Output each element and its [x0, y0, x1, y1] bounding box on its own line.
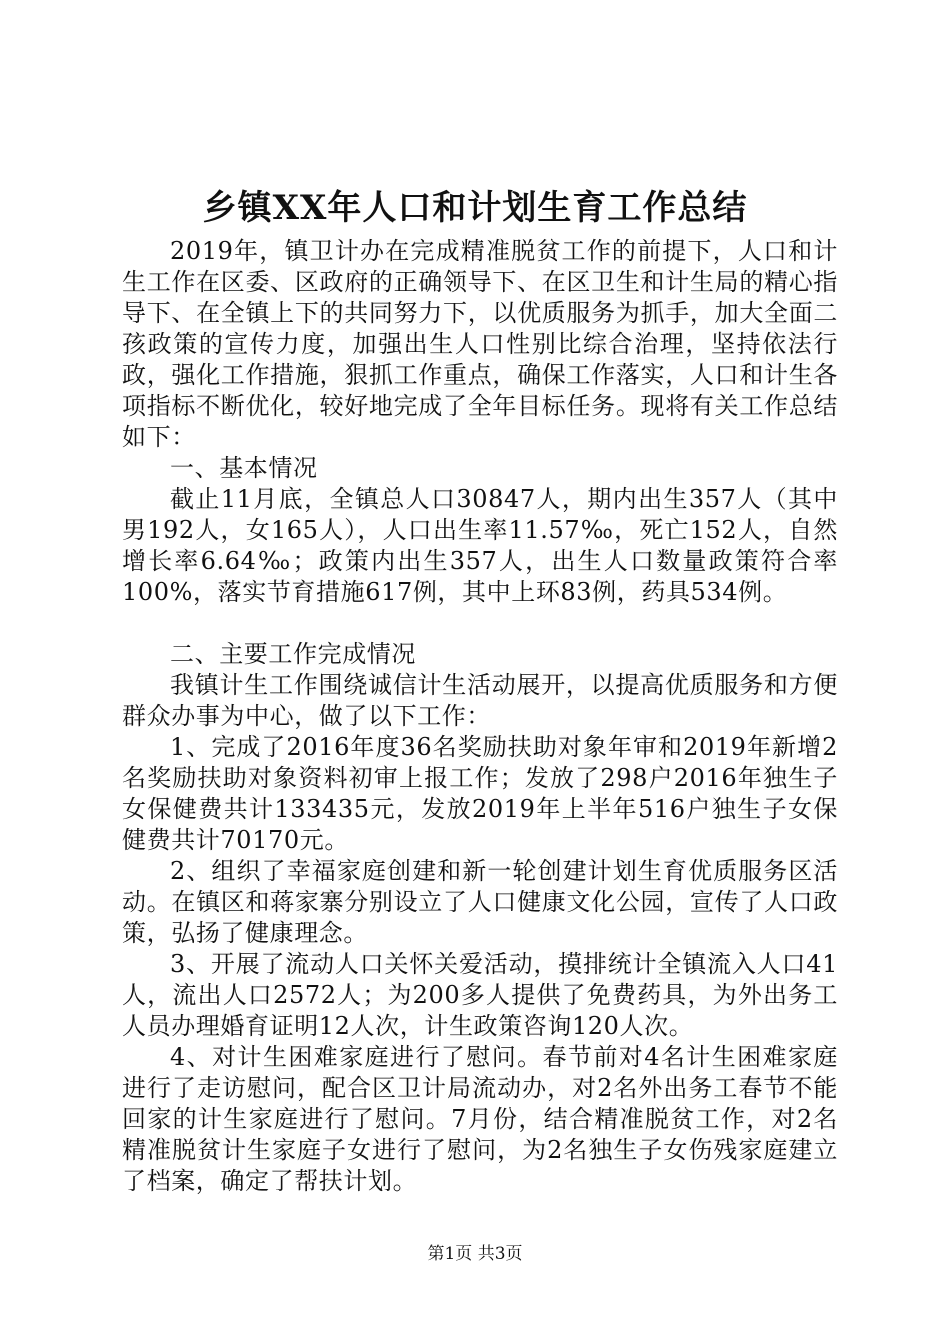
page-number-footer: 第1页 共3页 — [427, 1244, 523, 1264]
work-item-2-paragraph: 2、组织了幸福家庭创建和新一轮创建计划生育优质服务区活动。在镇区和蒋家寨分别设立了人口健康文化公园，宣传了人口政策，弘扬了健康理念。 — [122, 857, 838, 947]
main-work-intro-paragraph: 我镇计生工作围绕诚信计生活动展开，以提高优质服务和方便群众办事为中心，做了以下工作： — [122, 671, 838, 730]
work-item-1-paragraph: 1、完成了2016年度36名奖励扶助对象年审和2019年新增2名奖励扶助对象资料初审上报工作；发放了298户2016年独生子女保健费共计133435元，发放2019年上半年516户独生子女保健费共计70170元。 — [122, 733, 838, 854]
work-item-3-paragraph: 3、开展了流动人口关怀关爱活动，摸排统计全镇流入人口41人，流出人口2572人；为200多人提供了免费药具，为外出务工人员办理婚育证明12人次，计生政策咨询120人次。 — [122, 950, 838, 1040]
section-heading-main-work: 二、主要工作完成情况 — [170, 640, 416, 668]
document-body — [122, 236, 838, 1197]
section-heading-basic-situation: 一、基本情况 — [170, 454, 318, 482]
document-title: 乡镇XX年人口和计划生育工作总结 — [202, 188, 748, 228]
basic-situation-paragraph: 截止11月底，全镇总人口30847人，期内出生357人（其中男192人，女165人），人口出生率11.57‰，死亡152人，自然增长率6.64‰；政策内出生357人，出生人口数量政策符合率100%，落实节育措施617例，其中上环83例，药具534例。 — [122, 485, 838, 606]
intro-paragraph: 2019年，镇卫计办在完成精准脱贫工作的前提下，人口和计生工作在区委、区政府的正确领导下、在区卫生和计生局的精心指导下、在全镇上下的共同努力下，以优质服务为抓手，加大全面二孩政策的宣传力度，加强出生人口性别比综合治理，坚持依法行政，强化工作措施，狠抓工作重点，确保工作落实，人口和计生各项指标不断优化，较好地完成了全年目标任务。现将有关工作总结如下： — [122, 237, 838, 451]
work-item-4-paragraph: 4、对计生困难家庭进行了慰问。春节前对4名计生困难家庭进行了走访慰问，配合区卫计局流动办，对2名外出务工春节不能回家的计生家庭进行了慰问。7月份，结合精准脱贫工作，对2名精准脱贫计生家庭子女进行了慰问，为2名独生子女伤残家庭建立了档案，确定了帮扶计划。 — [122, 1043, 838, 1195]
